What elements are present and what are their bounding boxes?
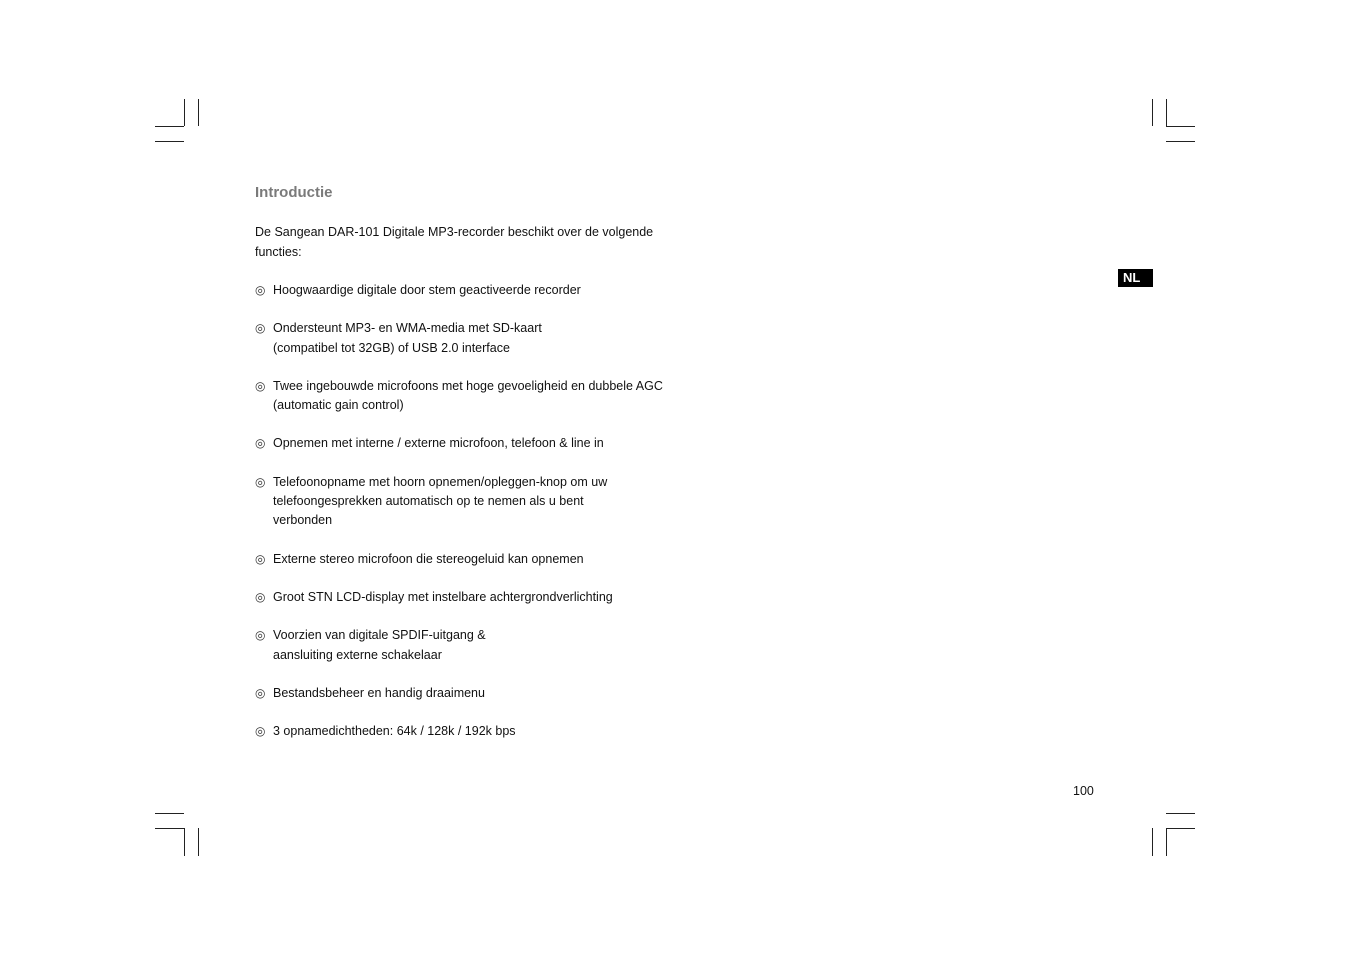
crop-mark-bottom-left-v1	[184, 828, 185, 856]
feature-text: Telefoonopname met hoorn opnemen/opleggen-knop om uw telefoongesprekken automatisch op te nemen als u bent verbonden	[273, 474, 608, 528]
feature-item	[255, 684, 683, 703]
feature-item	[255, 722, 683, 741]
crop-mark-bottom-left-h1	[155, 813, 184, 814]
feature-item	[255, 434, 683, 453]
crop-mark-top-right-h2	[1166, 141, 1195, 142]
feature-list	[255, 281, 685, 760]
crop-mark-bottom-right-h2	[1166, 828, 1195, 829]
feature-item	[255, 473, 623, 531]
feature-item	[255, 550, 683, 569]
bullet-icon: ◎	[255, 589, 266, 604]
bullet-icon: ◎	[255, 551, 266, 566]
bullet-icon: ◎	[255, 283, 266, 297]
bullet-icon: ◎	[255, 724, 266, 739]
feature-text: Voorzien van digitale SPDIF-uitgang & aansluiting externe schakelaar	[273, 628, 486, 662]
feature-item	[255, 377, 683, 416]
crop-mark-bottom-right-v2	[1166, 828, 1167, 856]
feature-text: Hoogwaardige digitale door stem geactiveerde recorder	[273, 283, 581, 297]
crop-mark-top-left-v1	[184, 99, 185, 126]
crop-mark-top-left-h2	[155, 141, 184, 142]
feature-text: Groot STN LCD-display met instelbare achtergrondverlichting	[273, 589, 613, 604]
crop-mark-bottom-left-h2	[155, 828, 184, 829]
section-heading: Introductie	[255, 184, 333, 201]
intro-paragraph: De Sangean DAR-101 Digitale MP3-recorder beschikt over de volgende functies:	[255, 225, 654, 259]
feature-item	[255, 281, 633, 300]
feature-text: Bestandsbeheer en handig draaimenu	[273, 685, 485, 700]
bullet-icon: ◎	[255, 436, 266, 451]
feature-item	[255, 626, 533, 665]
bullet-icon: ◎	[255, 685, 266, 700]
language-tag: NL	[1118, 269, 1153, 287]
crop-mark-bottom-right-h1	[1166, 813, 1195, 814]
crop-mark-top-right-h1	[1166, 126, 1195, 127]
feature-text: Ondersteunt MP3- en WMA-media met SD-kaart (compatibel tot 32GB) of USB 2.0 interface	[273, 321, 542, 355]
feature-text: Externe stereo microfoon die stereogeluid kan opnemen	[273, 551, 584, 566]
crop-mark-top-right-v1	[1152, 99, 1153, 126]
bullet-icon: ◎	[255, 321, 266, 336]
feature-text: Opnemen met interne / externe microfoon, telefoon & line in	[273, 436, 604, 451]
feature-item	[255, 588, 683, 607]
bullet-icon: ◎	[255, 378, 266, 393]
crop-mark-top-right-v2	[1166, 99, 1167, 126]
page-number: 100	[1073, 784, 1094, 798]
feature-text: Twee ingebouwde microfoons met hoge gevoeligheid en dubbele AGC (automatic gain control)	[273, 378, 663, 413]
feature-text: 3 opnamedichtheden: 64k / 128k / 192k bps	[273, 724, 516, 739]
bullet-icon: ◎	[255, 628, 266, 643]
crop-mark-bottom-left-v2	[198, 828, 199, 856]
crop-mark-top-left-h1	[155, 126, 184, 127]
feature-item	[255, 319, 583, 358]
crop-mark-bottom-right-v1	[1152, 828, 1153, 856]
bullet-icon: ◎	[255, 474, 266, 489]
crop-mark-top-left-v2	[198, 99, 199, 126]
